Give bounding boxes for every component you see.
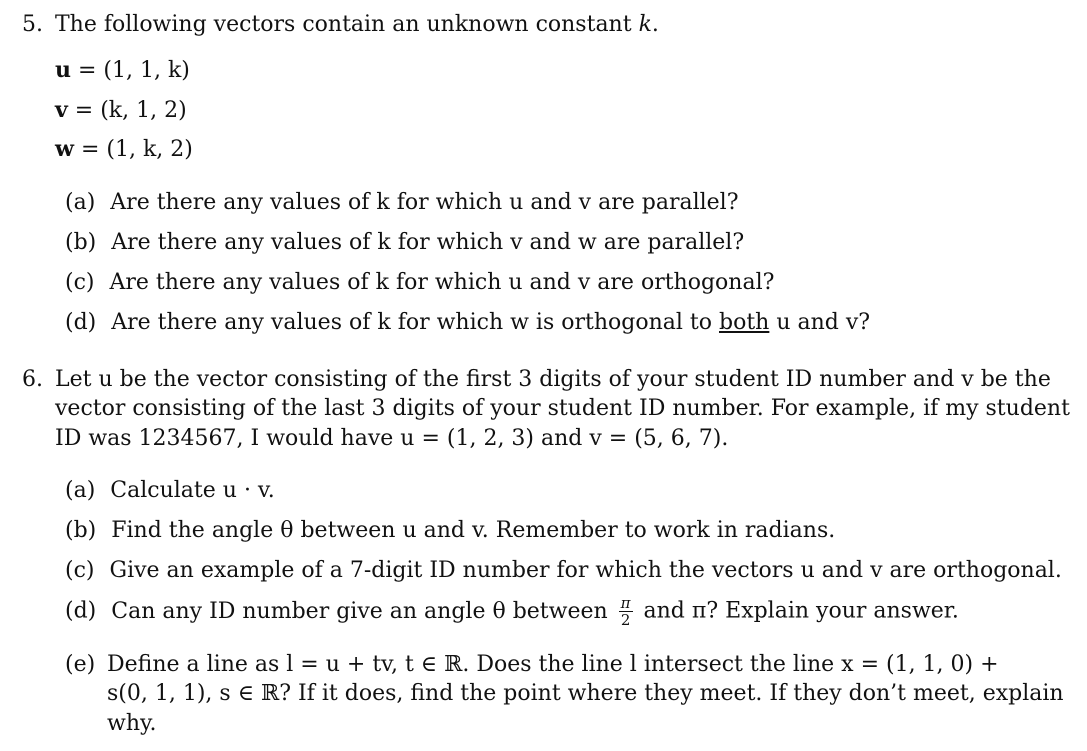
vector-def: = (k, 1, 2) bbox=[67, 98, 187, 123]
part-text: Are there any values of k for which w is orthogonal to bbox=[111, 310, 719, 335]
pi-over-2-fraction bbox=[619, 595, 633, 628]
part-text: Calculate u · v. bbox=[110, 478, 275, 503]
part-6e-line-1: Define a line as l = u + tv, t ∈ ℝ. Does the line l intersect the line x = (1, 1, 0) + bbox=[107, 652, 999, 677]
part-6b bbox=[65, 518, 835, 543]
part-text: Find the angle θ between u and v. Remember to work in radians. bbox=[111, 518, 836, 543]
part-text-end: u and v? bbox=[769, 310, 871, 335]
question-intro bbox=[55, 12, 659, 37]
intro-line-2: vector consisting of the last 3 digits of your student ID number. For example, if my student bbox=[55, 396, 1070, 421]
part-6d bbox=[65, 595, 959, 628]
vector-name: u bbox=[55, 57, 71, 83]
intro-line-1: Let u be the vector consisting of the first 3 digits of your student ID number and v be the bbox=[55, 367, 1051, 392]
part-text: Are there any values of k for which v and w are parallel? bbox=[111, 230, 745, 255]
part-6a bbox=[65, 478, 275, 503]
question-number: 6. bbox=[22, 367, 43, 392]
part-label: (a) bbox=[65, 190, 96, 215]
part-6e-line-3: why. bbox=[107, 711, 157, 736]
part-text-end: and π? Explain your answer. bbox=[636, 598, 959, 624]
part-text: Are there any values of k for which u and v are orthogonal? bbox=[109, 270, 775, 295]
underlined-word: both bbox=[719, 310, 770, 335]
vector-def: = (1, k, 2) bbox=[73, 137, 193, 162]
part-label: (a) bbox=[65, 478, 96, 503]
part-label: (b) bbox=[65, 230, 97, 255]
question-number: 5. bbox=[22, 12, 43, 37]
part-5a bbox=[65, 190, 739, 215]
part-6c bbox=[65, 558, 1062, 583]
part-label: (d) bbox=[65, 310, 97, 335]
fraction-numerator: π bbox=[620, 594, 631, 612]
part-label: (e) bbox=[65, 652, 96, 677]
intro-end: . bbox=[651, 12, 659, 37]
part-label: (c) bbox=[65, 558, 95, 583]
intro-constant: k bbox=[638, 12, 652, 37]
vector-def: = (1, 1, k) bbox=[71, 58, 190, 83]
part-5b bbox=[65, 230, 744, 255]
part-5c bbox=[65, 270, 774, 295]
fraction-denominator: 2 bbox=[620, 611, 631, 629]
part-label: (d) bbox=[65, 598, 97, 624]
part-text: Are there any values of k for which u and v are parallel? bbox=[110, 190, 739, 215]
intro-text: The following vectors contain an unknown constant bbox=[55, 12, 639, 37]
part-text: Give an example of a 7-digit ID number for which the vectors u and v are orthogonal. bbox=[109, 558, 1062, 583]
part-6e bbox=[65, 652, 95, 677]
vector-name: v bbox=[55, 97, 68, 123]
part-label: (b) bbox=[65, 518, 97, 543]
part-label: (c) bbox=[65, 270, 95, 295]
part-6e-line-2: s(0, 1, 1), s ∈ ℝ? If it does, find the point where they meet. If they don’t meet, explain bbox=[107, 681, 1064, 706]
vector-u bbox=[55, 57, 190, 83]
vector-v bbox=[55, 97, 187, 123]
vector-name: w bbox=[55, 136, 74, 162]
vector-w bbox=[55, 136, 193, 162]
part-text: Can any ID number give an angle θ between bbox=[111, 598, 615, 624]
intro-line-3: ID was 1234567, I would have u = (1, 2, 3) and v = (5, 6, 7). bbox=[55, 426, 729, 451]
part-5d bbox=[65, 310, 870, 335]
